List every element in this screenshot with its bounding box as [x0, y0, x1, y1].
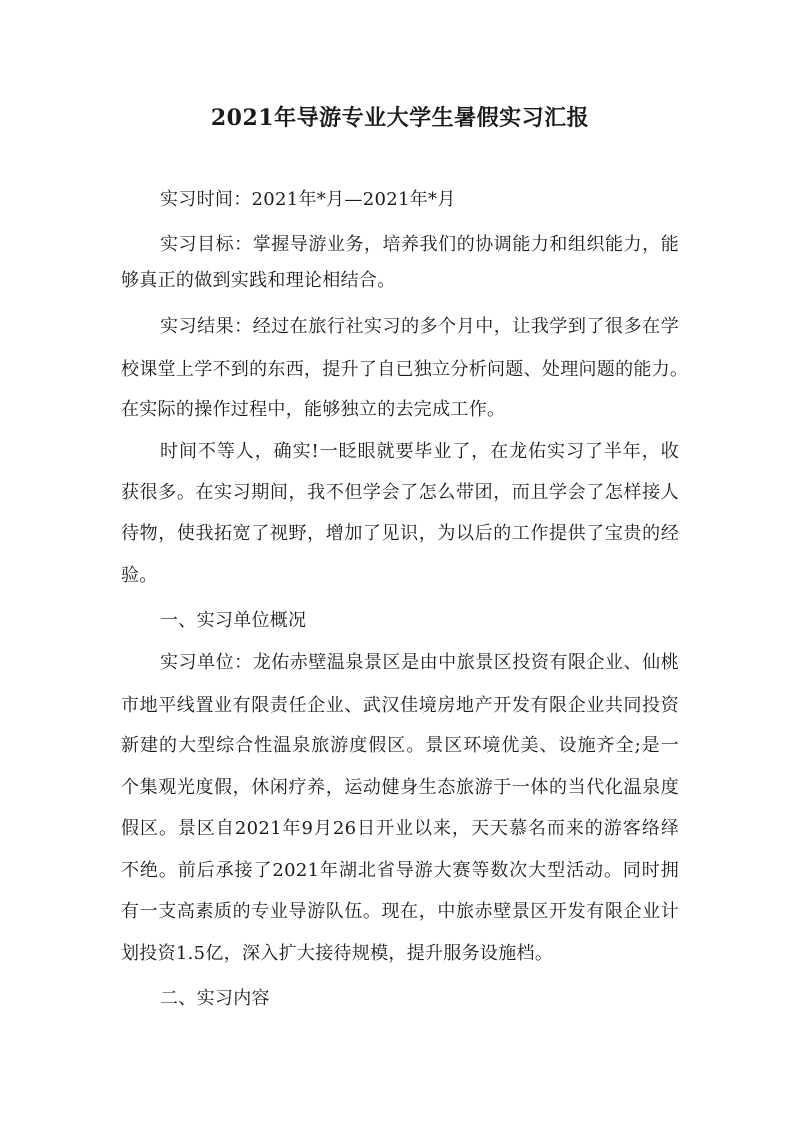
- paragraph-line: 实习结果：经过在旅行社实习的多个月中，让我学到了很多在学: [160, 316, 679, 337]
- paragraph-line: 实习目标：掌握导游业务，培养我们的协调能力和组织能力，能: [160, 234, 679, 255]
- paragraph-line: 划投资1.5亿，深入扩大接待规模，提升服务设施档。: [121, 943, 554, 964]
- paragraph-line: 实习单位：龙佑赤壁温泉景区是由中旅景区投资有限企业、仙桃: [160, 652, 679, 673]
- paragraph-line: 新建的大型综合性温泉旅游度假区。景区环境优美、设施齐全;是一: [121, 735, 679, 756]
- paragraph-line: 时间不等人，确实!一眨眼就要毕业了，在龙佑实习了半年，收: [160, 441, 679, 462]
- section-heading: 一、实习单位概况: [160, 610, 307, 631]
- paragraph-line: 验。: [121, 565, 158, 586]
- paragraph-line: 获很多。在实习期间，我不但学会了怎么带团，而且学会了怎样接人: [121, 482, 679, 503]
- paragraph-line: 在实际的操作过程中，能够独立的去完成工作。: [121, 399, 506, 420]
- paragraph-line: 有一支高素质的专业导游队伍。现在，中旅赤壁景区开发有限企业计: [121, 901, 679, 922]
- paragraph-line: 不绝。前后承接了2021年湖北省导游大赛等数次大型活动。同时拥: [121, 860, 679, 881]
- paragraph-line: 待物，使我拓宽了视野，增加了见识，为以后的工作提供了宝贵的经: [121, 523, 679, 544]
- paragraph-line: 够真正的做到实践和理论相结合。: [121, 270, 396, 291]
- paragraph-line: 假区。景区自2021年9月26日开业以来，天天慕名而来的游客络绎: [121, 818, 679, 839]
- paragraph-line: 个集观光度假，休闲疗养，运动健身生态旅游于一体的当代化温泉度: [121, 777, 679, 798]
- document-title: 2021年导游专业大学生暑假实习汇报: [210, 105, 590, 131]
- paragraph-line: 校课堂上学不到的东西，提升了自已独立分析问题、处理问题的能力。: [121, 359, 689, 380]
- paragraph-line: 市地平线置业有限责任企业、武汉佳境房地产开发有限企业共同投资: [121, 695, 679, 716]
- section-heading: 二、实习内容: [160, 988, 270, 1009]
- paragraph-line: 实习时间：2021年*月—2021年*月: [160, 189, 456, 210]
